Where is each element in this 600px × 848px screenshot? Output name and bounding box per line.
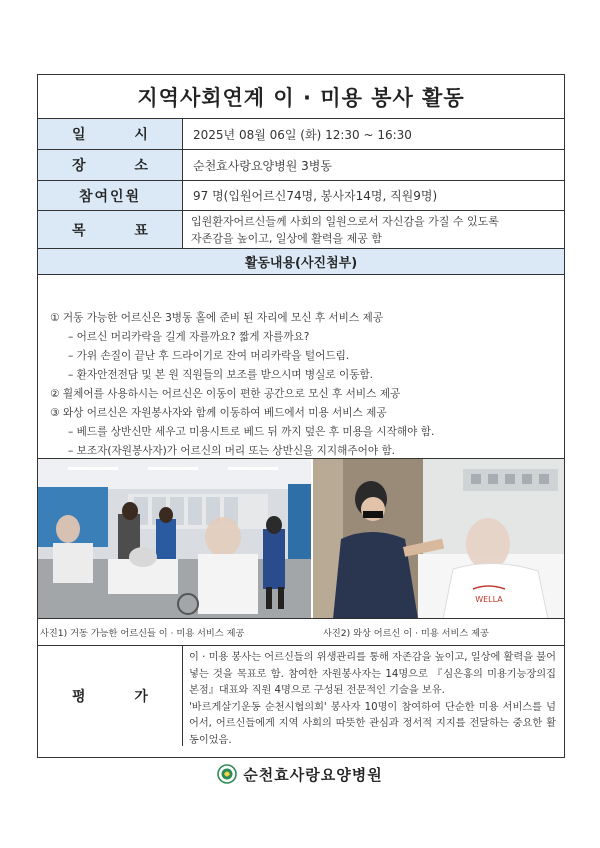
content-line-5: ② 휠체어를 사용하시는 어르신은 이동이 편한 공간으로 모신 후 서비스 제공 [50, 388, 401, 400]
content-line-4: – 환자안전전담 및 본 원 직원들의 보조를 받으시며 병실로 이동함. [68, 369, 374, 381]
section-title: 활동내용(사진첨부) [38, 249, 564, 275]
place-row [38, 150, 564, 181]
date-row [38, 119, 564, 150]
evaluation-paragraph-2: '바르게살기운동 순천시협의회' 봉사자 10명이 참여하여 단순한 미용 서비스를 넘어서, 어르신들에게 지역 사회의 따뜻한 관심과 정서적 지지를 전달하는 중요한 활동이었음. [189, 701, 556, 746]
date-value: 2025년 08월 06일 (화) 12:30 ~ 16:30 [193, 127, 412, 142]
evaluation-paragraph-1: 이 · 미용 봉사는 어르신들의 위생관리를 통해 자존감을 높이고, 일상에 활력을 불어넣는 것을 목표로 함. 참여한 자원봉사자는 14명으로 『심은홍의 미용기능장의집 본점』대표와 직원 4명으로 구성된 전문적인 기술을 보유. [189, 652, 556, 696]
title-row [38, 75, 564, 119]
place-label: 장 소 [38, 150, 183, 180]
content-line-3: – 가위 손질이 끝난 후 드라이기로 잔여 머리카락을 털어드림. [68, 350, 350, 362]
content-line-6: ③ 와상 어르신은 자원봉사자와 함께 이동하여 베드에서 미용 서비스 제공 [50, 407, 387, 419]
photo-strip [38, 459, 564, 619]
activity-content [38, 275, 564, 459]
goal-line-1: 입원환자어르신들께 사회의 일원으로서 자신감을 가질 수 있도록 [191, 214, 499, 228]
photo-bed-illustration [313, 459, 564, 618]
goal-row [38, 211, 564, 249]
goal-line-2: 자존감을 높이고, 일상에 활력을 제공 함 [191, 231, 382, 245]
place-value: 순천효사랑요양병원 3병동 [193, 158, 332, 173]
goal-value [183, 211, 564, 248]
document-frame [37, 74, 565, 758]
evaluation-label: 평 가 [38, 646, 183, 746]
content-line-8: – 보조자(자원봉사자)가 어르신의 머리 또는 상반신을 지지해주어야 함. [68, 445, 396, 457]
content-line-2: – 어르신 머리카락을 길게 자를까요? 짧게 자를까요? [68, 331, 310, 343]
caption-photo-1: 사진1) 거동 가능한 어르신들 이 · 미용 서비스 제공 [40, 628, 245, 639]
content-line-1: ① 거동 가능한 어르신은 3병동 홀에 준비 된 자리에 모신 후 서비스 제공 [50, 312, 383, 324]
participants-label: 참여인원 [38, 181, 183, 210]
goal-label: 목 표 [38, 211, 183, 248]
photo-bed-service [313, 459, 564, 618]
document-title: 지역사회연계 이 · 미용 봉사 활동 [137, 85, 465, 110]
photo-captions [38, 619, 564, 646]
date-label: 일 시 [38, 119, 183, 149]
photo-hall-service [38, 459, 313, 618]
wella-print: WELLA [475, 595, 503, 604]
hospital-name: 순천효사랑요양병원 [243, 765, 383, 784]
caption-photo-2: 사진2) 와상 어르신 이 · 미용 서비스 제공 [323, 628, 489, 639]
participants-value: 97 명(입원어르신74명, 봉사자14명, 직원9명) [193, 189, 438, 203]
photo-hall-illustration [38, 459, 313, 618]
content-line-7: – 베드를 상반신만 세우고 미용시트로 베드 뒤 까지 덮은 후 미용을 시작해야 함. [68, 426, 435, 438]
evaluation-text [183, 646, 564, 746]
participants-row [38, 181, 564, 211]
footer [0, 762, 600, 786]
hospital-logo-icon [217, 764, 237, 784]
evaluation-row [38, 646, 564, 746]
